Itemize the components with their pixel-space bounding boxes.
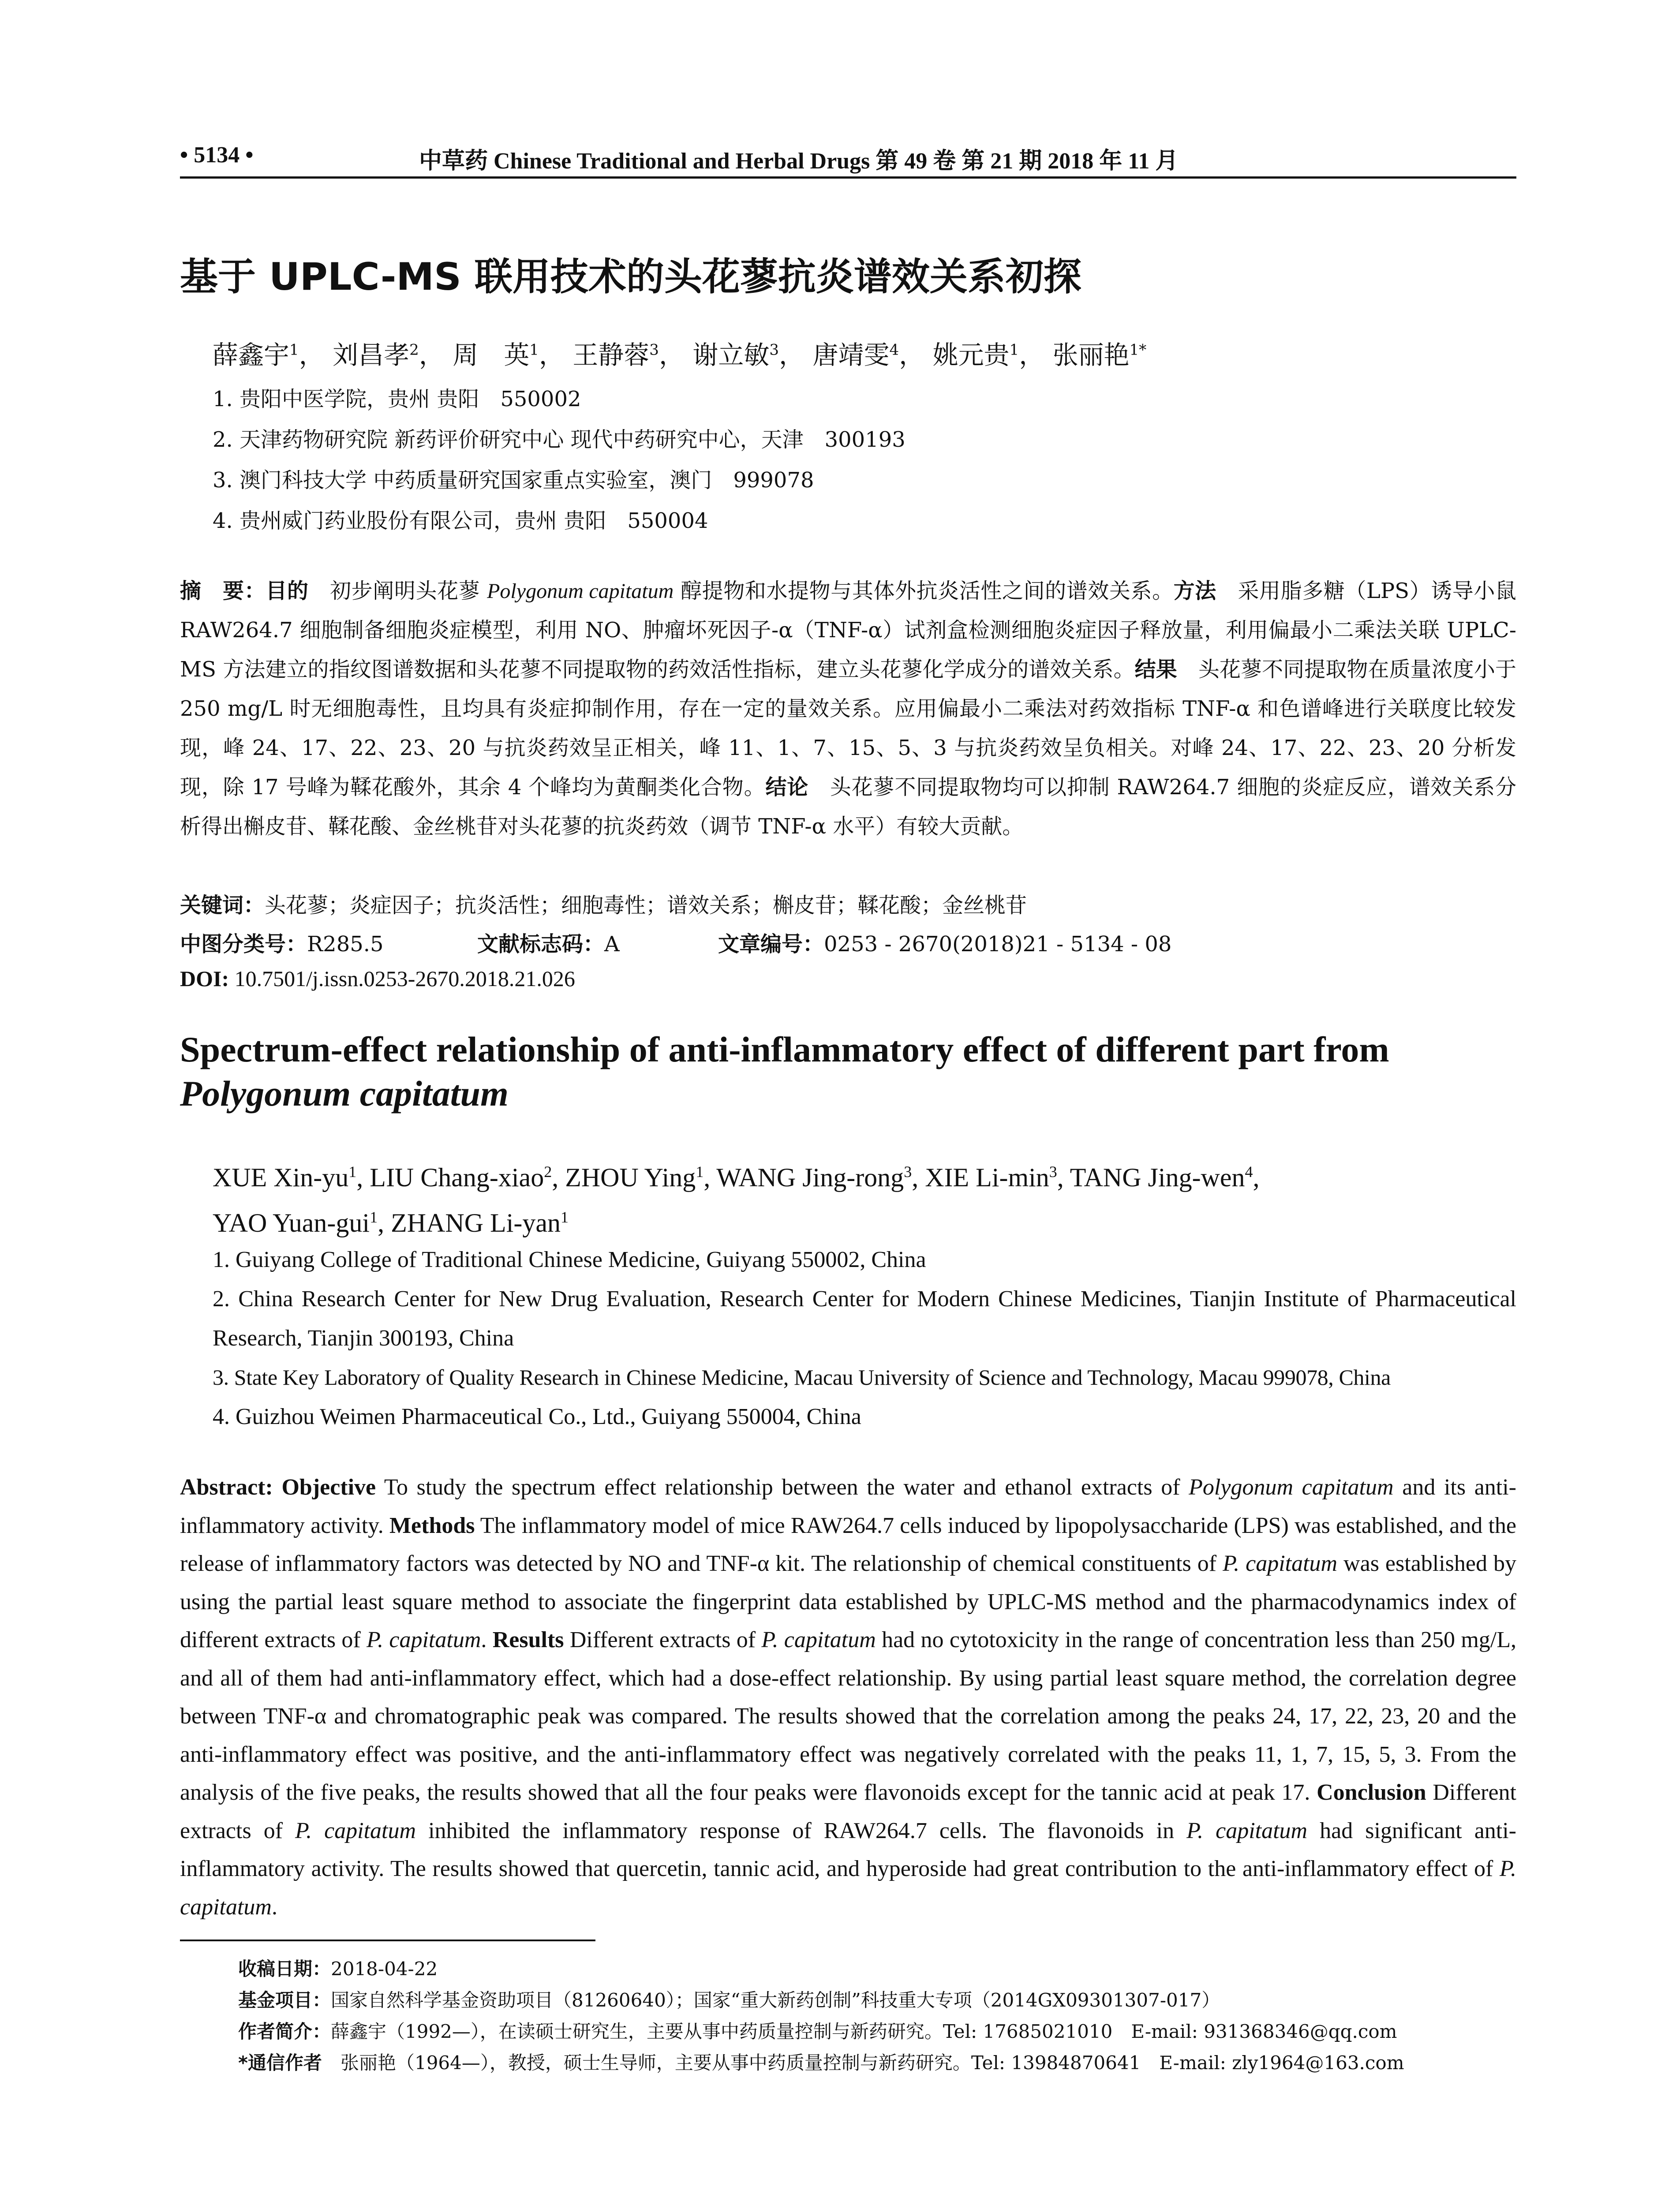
- conclusion-label: Conclusion: [1317, 1780, 1426, 1805]
- keywords: 头花蓼；炎症因子；抗炎活性；细胞毒性；谱效关系；槲皮苷；鞣花酸；金丝桃苷: [265, 893, 1027, 918]
- results-label: Results: [492, 1627, 564, 1652]
- author-name: 唐靖雯: [812, 340, 890, 370]
- author-sup: 1: [696, 1163, 704, 1181]
- footnote-label: 作者简介：: [238, 2021, 331, 2042]
- author-name: ZHOU Ying: [565, 1163, 696, 1192]
- title-english-line: Spectrum-effect relationship of anti-inflammatory effect of different part from: [180, 1029, 1389, 1069]
- methods-label: Methods: [389, 1513, 475, 1538]
- methods-text: 采用脂多糖（LPS）诱导小鼠 RAW264.7 细胞制备细胞炎症模型，利用 NO、肿瘤坏死因子-α（TNF-α）试剂盒检测细胞炎症因子释放量，利用偏最小二乘法关联 UPLC-MS 方法建立的指纹图谱数据和头花蓼不同提取物的药效活性指标，建立头花蓼化学成分的谱效关系。: [180, 579, 1516, 682]
- conclusion-text: .: [271, 1894, 277, 1920]
- conclusion-text: Different extracts of: [180, 1780, 1516, 1843]
- author-name: 刘昌孝: [333, 340, 410, 370]
- author-name: TANG Jing-wen: [1070, 1163, 1245, 1192]
- clc-value: R285.5: [307, 932, 384, 957]
- footnote-label: 收稿日期：: [238, 1958, 331, 1980]
- doc-code-label: 文献标志码：: [477, 932, 605, 957]
- abstract-label: 摘 要：: [180, 579, 266, 603]
- conclusion-text: had significant anti-inflammatory activity. The results showed that quercetin, tannic acid, and hyperoside had great contribution to the anti-inflammatory effect of: [180, 1818, 1516, 1881]
- affiliation-en-1: 1. Guiyang College of Traditional Chinese Medicine, Guiyang 550002, China: [213, 1247, 926, 1272]
- article-no-label: 文章编号：: [718, 932, 824, 957]
- author-sup: 2: [409, 341, 419, 359]
- conclusion-text: 头花蓼不同提取物均可以抑制 RAW264.7 细胞的炎症反应，谱效关系分析得出槲皮苷、鞣花酸、金丝桃苷对头花蓼的抗炎药效（调节 TNF-α 水平）有较大贡献。: [180, 775, 1516, 839]
- doi-value: 10.7501/j.issn.0253-2670.2018.21.026: [229, 966, 575, 991]
- author-sup: 4: [1245, 1163, 1253, 1181]
- results-text: 头花蓼不同提取物在质量浓度小于 250 mg/L 时无细胞毒性，且均具有炎症抑制作用，存在一定的量效关系。应用偏最小二乘法对药效指标 TNF-α 和色谱峰进行关联度比较发现，峰 24、17、22、23、20 与抗炎药效呈正相关，峰 11、1、7、15、5、3 与抗炎药效呈负相关。对峰 24、17、22、23、20 分析发现，除 17 号峰为鞣花酸外，其余 4 个峰均为黄酮类化合物。: [180, 657, 1516, 800]
- authors-english: XUE Xin-$yu^1$, LIU Chang-xiao$^2$, ZHOU Ying$^1$, WANG Jing-rong$^3$, XIE $Li-\min^3$, TANG Jing-wen$^4$, YAO Yuan-gui$^1$, ZHANG Li-yan$^1$: [213, 1163, 1260, 1237]
- species-name: P. capitatum: [761, 1627, 876, 1652]
- title-chinese: 基于 UPLC-MS 联用技术的头花蓼抗炎谱效关系初探: [180, 255, 1081, 299]
- methods-text: was established by using the partial least square method to associate the fingerprint data established by UPLC-MS method and the pharmacodynamics index of different extracts of: [180, 1551, 1516, 1652]
- author-sup: 1: [1009, 341, 1019, 359]
- affiliation-cn-3: 3. 澳门科技大学 中药质量研究国家重点实验室，澳门 999078: [213, 468, 814, 493]
- author-sup: 1*: [1129, 341, 1147, 359]
- clc-label: 中图分类号：: [180, 932, 307, 957]
- author-name: ZHANG Li-yan: [391, 1208, 561, 1237]
- species-name: P. capitatum: [1223, 1551, 1338, 1576]
- author-sup: 4: [889, 341, 899, 359]
- article-number: [718, 927, 1171, 957]
- objective-text: 醇提物和水提物与其体外抗炎活性之间的谱效关系。: [673, 579, 1174, 603]
- author-name: 张丽艳: [1052, 340, 1130, 370]
- author-name: 姚元贵: [932, 340, 1010, 370]
- header-rule: [180, 176, 1516, 179]
- footnote-text: 国家自然科学基金资助项目（81260640）；国家“重大新药创制”科技重大专项（2014GX09301307-017）: [331, 1989, 1220, 2011]
- keywords-line: [180, 888, 1027, 919]
- journal-name: 中草药 Chinese Traditional and Herbal Drugs 第 49 卷 第 21 期 2018 年 11 月: [419, 149, 1179, 174]
- author-sup: 3: [649, 341, 659, 359]
- running-header: [180, 142, 1516, 177]
- methods-text: The inflammatory model of mice RAW264.7 cells induced by lipopolysaccharide (LPS) was established, and the release of inflammatory factors was detected by NO and TNF-α kit. The relationship of chemical constituents of: [180, 1513, 1517, 1576]
- conclusion-text: inhibited the inflammatory response of RAW264.7 cells. The flavonoids in: [416, 1818, 1187, 1843]
- author-sup: 2: [544, 1163, 552, 1181]
- affiliation-cn-4: 4. 贵州威门药业股份有限公司，贵州 贵阳 550004: [213, 508, 708, 533]
- affiliation-en-2: 2. China Research Center for New Drug Evaluation, Research Center for Modern Chinese Medicines, Tianjin Institute of Pharmaceutical Research, Tianjin 300193, China: [213, 1286, 1516, 1351]
- doi-label: DOI:: [180, 966, 229, 991]
- species-name: P. capitatum: [295, 1818, 416, 1843]
- author-name: 薛鑫宇: [213, 340, 290, 370]
- author-sup: 1: [289, 341, 299, 359]
- results-label: 结果: [1134, 657, 1177, 682]
- author-name: XUE Xin-yu: [213, 1163, 349, 1192]
- page-number: • 5134 •: [180, 142, 254, 168]
- objective-text: To study the spectrum effect relationship between the water and ethanol extracts of: [376, 1475, 1189, 1500]
- footnote-corresponding: [238, 2048, 1404, 2075]
- title-english-species: Polygonum capitatum: [180, 1073, 509, 1114]
- author-sup: 3: [904, 1163, 912, 1181]
- author-sup: 1: [560, 1208, 569, 1226]
- author-sup: 1: [529, 341, 539, 359]
- affiliation-en-4: 4. Guizhou Weimen Pharmaceutical Co., Ltd., Guiyang 550004, China: [213, 1404, 861, 1429]
- species-name: Polygonum capitatum: [1189, 1475, 1394, 1500]
- doi-line: [180, 966, 575, 991]
- author-name: YAO Yuan-gui: [213, 1208, 370, 1237]
- author-sup: 3: [1049, 1163, 1057, 1181]
- title-english: [180, 1028, 1516, 1116]
- species-name: P. capitatum: [1186, 1818, 1308, 1843]
- footnote-received: [238, 1955, 438, 1981]
- footnote-label: 基金项目：: [238, 1989, 331, 2011]
- affiliation-en-3: 3. State Key Laboratory of Quality Research in Chinese Medicine, Macau University of Science and Technology, Macau 999078, China: [213, 1365, 1391, 1390]
- footnote-funding: [238, 1986, 1220, 2012]
- species-name: P. capitatum: [367, 1627, 481, 1652]
- species-name: P. capitatum: [180, 1856, 1516, 1920]
- author-sup: 3: [769, 341, 779, 359]
- abstract-english: [180, 1469, 1516, 1926]
- article-no-value: 0253 - 2670(2018)21 - 5134 - 08: [824, 932, 1172, 957]
- author-name: LIU Chang-xiao: [370, 1163, 544, 1192]
- footnote-author-bio: [238, 2017, 1397, 2044]
- affiliation-cn-1: 1. 贵阳中医学院，贵州 贵阳 550002: [213, 387, 581, 411]
- author-name: 王静蓉: [572, 340, 650, 370]
- affiliation-cn-2: 2. 天津药物研究院 新药评价研究中心 现代中药研究中心，天津 300193: [213, 427, 905, 452]
- keywords-label: 关键词：: [180, 893, 265, 918]
- conclusion-label: 结论: [765, 775, 809, 800]
- footnote-text: 2018-04-22: [331, 1958, 438, 1980]
- author-sup: 1: [370, 1208, 378, 1226]
- author-name: 谢立敏: [692, 340, 770, 370]
- author-name: 周 英: [453, 340, 530, 370]
- species-name: Polygonum capitatum: [487, 579, 674, 603]
- footnote-rule: [180, 1940, 595, 1941]
- footnote-text: 张丽艳（1964—），教授，硕士生导师，主要从事中药质量控制与新药研究。Tel: 13984870641 E-mail: zly1964@163.com: [322, 2052, 1404, 2074]
- abstract-label: Abstract:: [180, 1475, 273, 1500]
- classification-line: [180, 927, 384, 957]
- objective-text: 初步阐明头花蓼: [308, 579, 487, 603]
- author-name: WANG Jing-rong: [716, 1163, 904, 1192]
- results-text: had no cytotoxicity in the range of concentration less than 250 mg/L, and all of them had anti-inflammatory effect, which had a dose-effect relationship. By using partial least square method, the correlation degree between TNF-α and chromatographic peak was compared. The results showed that the correlation among the peaks 24, 17, 22, 23, 20 and the anti-inflammatory effect was positive, and the anti-inflammatory effect was negatively correlated with the peaks 11, 1, 7, 15, 5, 3. From the analysis of the five peaks, the results showed that all the four peaks were flavonoids except for the tannic acid at peak 17.: [180, 1627, 1516, 1805]
- author-sup: 1: [348, 1163, 357, 1181]
- objective-text: and its anti-inflammatory activity.: [180, 1475, 1516, 1538]
- doc-code-value: A: [604, 932, 620, 957]
- author-name: XIE Li-min: [925, 1163, 1049, 1192]
- footnote-label: *通信作者: [238, 2052, 322, 2074]
- methods-text: .: [481, 1627, 487, 1652]
- methods-label: 方法: [1173, 579, 1216, 603]
- abstract-chinese: [180, 572, 1516, 846]
- objective-label: Objective: [281, 1475, 376, 1500]
- objective-label: 目的: [266, 579, 309, 603]
- document-code: [477, 927, 620, 957]
- results-text: Different extracts of: [564, 1627, 762, 1652]
- authors-chinese: 薛鑫宇$^1$， 刘昌孝$^2$， 周 英$^1$， 王静蓉$^3$， 谢立敏$^3$， 唐靖雯$^4$， 姚元贵$^1$， 张丽艳$^{1*}$: [213, 340, 1147, 370]
- footnote-text: 薛鑫宇（1992—），在读硕士研究生，主要从事中药质量控制与新药研究。Tel: 17685021010 E-mail: 931368346@qq.com: [331, 2021, 1397, 2042]
